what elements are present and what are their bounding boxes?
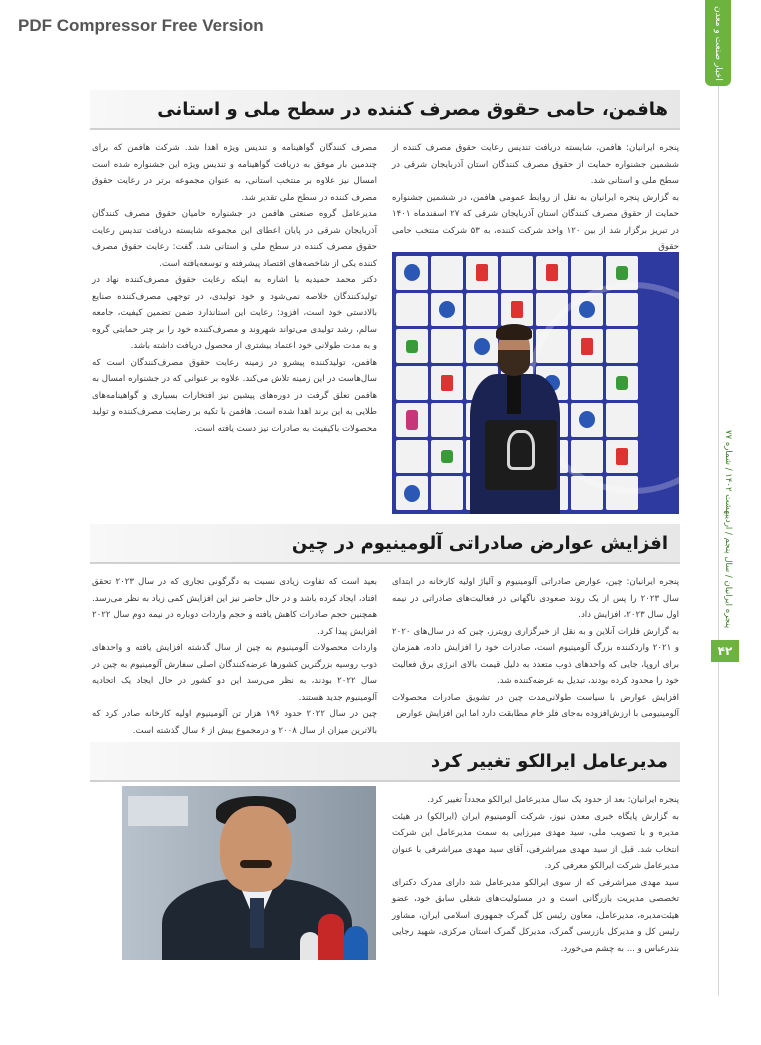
article1-paragraph: به گزارش پنجره ایرانیان به نقل از روابط عمومی هافمن، در ششمین جشنواره حمایت از حقوق مصرف کنندگان استان آذربایجان شرقی که ۲۷ اسفندماه ۱۴۰۱ در تبریز برگزار شد از بین ۱۲۰ واحد شرکت کننده، به ۵۳ شرکت منتخب حامی حقوق	[392, 192, 680, 252]
trophy-icon	[485, 420, 557, 490]
article2-headline	[90, 524, 680, 564]
issue-meta	[719, 430, 737, 635]
article2-title: افزایش عوارض صادراتی آلومینیوم در چین	[291, 532, 668, 554]
page-number: ۴۲	[711, 640, 739, 662]
article2-paragraph: بعید است که تفاوت زیادی نسبت به دگرگونی تجاری که در سال ۲۰۲۳ تحقق افتاد، ایجاد کرده باشد و در حال حاضر نیز این افزایش کمی زیاد به نظر می‌رسد. همچنین حجم صادرات کاهش یافته و حجم واردات دوباره در نیمه دوم سال ۲۰۲۲ افزایش پیدا کرد.	[92, 577, 377, 637]
article2-column-right	[392, 574, 679, 723]
microphone-icon	[318, 914, 344, 960]
article2-paragraph: چین در سال ۲۰۲۲ حدود ۱۹۶ هزار تن آلومینیوم اولیه کارخانه صادر کرد که بالاترین میزان از سال ۲۰۰۸ و درمجموع بیش از ۶ سال گذشته است.	[92, 709, 378, 736]
article1-paragraph: پنجره ایرانیان: هافمن، شایسته دریافت تندیس رعایت حقوق مصرف کننده از ششمین جشنواره حمایت از حقوق مصرف کنندگان استان آذربایجان شرقی در سطح ملی و استانی شد.	[392, 143, 679, 186]
section-tab	[705, 0, 731, 86]
article2-paragraph: به گزارش فلزات آنلاین و به نقل از خبرگزاری رویترز، چین که در سال‌های ۲۰۲۰ و ۲۰۲۱ واردکننده بزرگ آلومینیوم است، صادرات خود را افزایش داده، همزمان برای اروپا، جایی که واحدهای ذوب متعدد به دلیل قیمت بالای انرژی برق فعالیت خود را محدود کرده بودند، تبدیل به عرضه‌کننده شد.	[392, 626, 679, 686]
ceo-portrait-photo	[122, 786, 376, 960]
watermark-text: PDF Compressor Free Version	[18, 16, 264, 35]
article1-headline	[90, 90, 680, 130]
article1-column-left	[92, 140, 377, 437]
article1-paragraph: هافمن، تولیدکننده پیشرو در زمینه رعایت حقوق مصرف‌کنندگان است که سال‌هاست در این زمینه تلاش می‌کند. علاوه بر عنوانی که در جشنواره امسال به هافمن تعلق گرفت در دوره‌های پیشین نیز افتخارات بسیاری و گواهینامه‌های طلایی به این برند اهدا شده است. هافمن با تکیه بر رضایت مصرف‌کننده و تولید محصولات باکیفیت به صادرات نیز دست یافته است.	[92, 357, 377, 434]
award-photo	[392, 252, 679, 514]
article2-paragraph: افزایش عوارض با سیاست طولانی‌مدت چین در تشویق صادرات محصولات آلومینیومی با ارزش‌افزوده به‌جای فلز خام مطابقت دارد اما این افزایش عوارض	[392, 692, 679, 719]
microphone-icon	[344, 926, 368, 960]
article1-paragraph: مدیرعامل گروه صنعتی هافمن در جشنواره حامیان حقوق مصرف کنندگان آذربایجان شرقی در پایان اعطای این مجموعه شایسته دریافت تندیس رعایت حقوق مصرف کننده در سطح ملی و استانی شد. گفت: رعایت حقوق مصرف کننده یکی از شاخصه‌های اقتصاد پیشرفته و توسعه‌یافته است.	[92, 209, 377, 269]
article2-paragraph: واردات محصولات آلومینیوم به چین از سال گذشته افزایش یافته و واحدهای ذوب روسیه بزرگترین کشورها عرضه‌کنندگان اصلی سفارش آلومینیوم به چین در سال ۲۰۲۲ بودند، به نظر می‌رسد این دو کشور در حال ایجاد یک اتحادیه آلومینیوم جدید هستند.	[92, 643, 378, 703]
article1-paragraph: دکتر محمد حمیدیه با اشاره به اینکه رعایت حقوق مصرف‌کننده نهاد در تولیدکنندگان خلاصه نمی‌شود و خود تولیدی، در توجهی مصرف‌کننده صنایع بالادستی خود است، افزود: رعایت این استاندارد ضمن تضمین کیفیت، جامعه سالم، رشد تولیدی می‌تواند شهروند و مصرف‌کننده خود را بر چتر حمایتی گروه و به مدت طولانی خود اعتماد بیشتری از محصول دریافت داشته باشد.	[92, 275, 377, 351]
article3-paragraph: سید مهدی میراشرفی که از سوی ایرالکو مدیرعامل شد دارای مدرک دکترای تخصصی مدیریت بازرگانی است و در مسئولیت‌های شغلی سابق خود، عضو هیئت‌مدیره، مدیرعامل، معاون رئیس کل گمرک جمهوری اسلامی ایران، مشاور رئیس کل و مدیرکل بازرسی گمرک، مدیرکل گمرک استان مرکزی، شهید رجایی بندرعباس و ... به چشم می‌خورد.	[392, 877, 679, 954]
article2-column-left	[92, 574, 377, 739]
article3-paragraph: به گزارش پایگاه خبری معدن نیوز، شرکت آلومینیوم ایران (ایرالکو) در هیئت مدیره و با تصویب ملی، سید مهدی میرزایی به سمت مدیرعامل این شرکت انتخاب شد. قبل از سید مهدی میراشرفی، آقای سید مهدی میراشرفی با عنوان مدیرعامل شرکت ایرالکو معرفی کرد.	[392, 811, 679, 871]
microphone-icon	[300, 932, 320, 960]
article1-title: هافمن، حامی حقوق مصرف کننده در سطح ملی و استانی	[157, 98, 668, 120]
issue-meta-text: پنجره ایرانیان / سال پنجم / اردیبهشت ۱۴۰۲ / شماره ۷۷	[723, 430, 733, 629]
article2-paragraph: پنجره ایرانیان: چین، عوارض صادراتی آلومینیوم و آلیاژ اولیه کارخانه در ابتدای سال ۲۰۲۳ را پس از یک روند صعودی ناگهانی در فعالیت‌های صادراتی در نیمه اول سال ۲۰۲۳، افزایش داد.	[392, 577, 679, 620]
article3-headline	[90, 742, 680, 782]
article3-title: مدیرعامل ایرالکو تغییر کرد	[430, 750, 668, 772]
article3-paragraph: پنجره ایرانیان: بعد از حدود یک سال مدیرعامل ایرالکو مجدداً تغییر کرد.	[427, 795, 679, 805]
article1-column-right	[392, 140, 679, 256]
article1-paragraph: مصرف کنندگان گواهینامه و تندیس ویژه اهدا شد. شرکت هافمن که برای چندمین بار موفق به دریافت گواهینامه و تندیس ویژه این جشنواره شده است امسال نیز علاوه بر منتخب استانی، به عنوان مجموعه برتر در رعایت حقوق مصرف کننده در سطح ملی تقدیر شد.	[92, 143, 377, 203]
article3-column-right	[392, 792, 679, 957]
section-tab-label: اخبار صنعت و معدن	[713, 5, 723, 81]
